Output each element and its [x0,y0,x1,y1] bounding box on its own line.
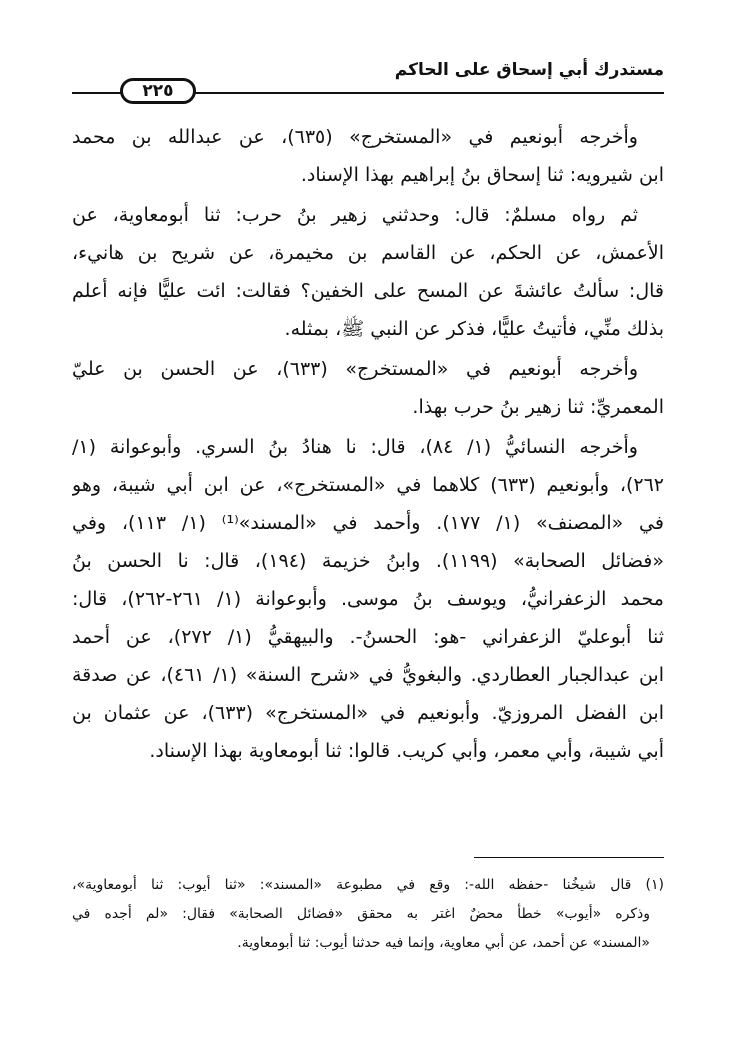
text-line: محمد الزعفرانيُّ، ويوسف بنُ موسى. وأبوعوانة (١/ ٢٦١-٢٦٢)، قال: [72,588,664,610]
text-line: أبي شيبة، وأبي معمر، وأبي كريب. قالوا: ثنا أبومعاوية بهذا الإسناد. [149,740,664,762]
footnote-line: (١) قال شيخُنا -حفظه الله-: وقع في مطبوعة «المسند»: «ثنا أيوب: ثنا أبومعاوية»، [72,877,664,893]
footnote-separator [474,857,664,858]
text-line: وأخرجه أبونعيم في «المستخرج» (٦٣٥)، عن عبدالله بن محمد [72,126,638,148]
text-line: وأخرجه أبونعيم في «المستخرج» (٦٣٣)، عن الحسن بن عليّ [72,358,638,380]
page-header [72,58,664,102]
paragraph-3 [72,350,664,426]
text-line: وأخرجه النسائيُّ (١/ ٨٤)، قال: نا هنادُ بنُ السري. وأبوعوانة (١/ [72,436,638,458]
text-line: الأعمش، عن الحكم، عن القاسم بن مخيمرة، عن شريح بن هانيء، [72,242,664,264]
paragraph-4 [72,428,664,770]
page-number-badge: ٢٢٥ [120,78,196,104]
footnote-line: «المسند» عن أحمد، عن أبي معاوية، وإنما فيه حدثنا أيوب: ثنا أبومعاوية. [237,935,650,951]
text-line: ثم رواه مسلمٌ: قال: وحدثني زهير بنُ حرب: ثنا أبومعاوية، عن [72,204,638,226]
text-line: في «المصنف» (١/ ١٧٧). وأحمد في «المسند»⁽¹⁾ (١/ ١١٣)، وفي [72,512,664,534]
paragraph-1 [72,118,664,194]
main-text [72,118,664,772]
footnotes [72,871,664,958]
text-line: بذلك منِّي، فأتيتُ عليًّا، فذكر عن النبي ﷺ، بمثله. [284,318,664,340]
running-title: مستدرك أبي إسحاق على الحاكم [394,60,664,80]
paragraph-2 [72,196,664,348]
text-line: ٢٦٢)، وأبونعيم (٦٣٣) كلاهما في «المستخرج»، عن ابن أبي شيبة، وهو [72,474,664,496]
footnote-line: وذكره «أيوب» خطأ محضٌ اغتر به محقق «فضائل الصحابة» فقال: «لم أجده في [72,906,650,922]
text-line: قال: سألتُ عائشةَ عن المسح على الخفين؟ فقالت: ائت عليًّا فإنه أعلم [72,280,664,302]
text-line: ثنا أبوعليّ الزعفراني -هو: الحسنُ-. والبيهقيُّ (١/ ٢٧٢)، عن أحمد [72,626,664,648]
text-line: المعمريِّ: ثنا زهير بنُ حرب بهذا. [412,396,664,418]
text-line: ابن شيرويه: ثنا إسحاق بنُ إبراهيم بهذا الإسناد. [300,164,664,186]
text-line: ابن الفضل المروزيّ. وأبونعيم في «المستخرج» (٦٣٣)، عن عثمان بن [72,702,664,724]
text-line: «فضائل الصحابة» (١١٩٩). وابنُ خزيمة (١٩٤)، قال: نا الحسن بنُ [72,550,664,572]
text-line: ابن عبدالجبار العطاردي. والبغويُّ في «شرح السنة» (١/ ٤٦١)، عن صدقة [72,664,664,686]
